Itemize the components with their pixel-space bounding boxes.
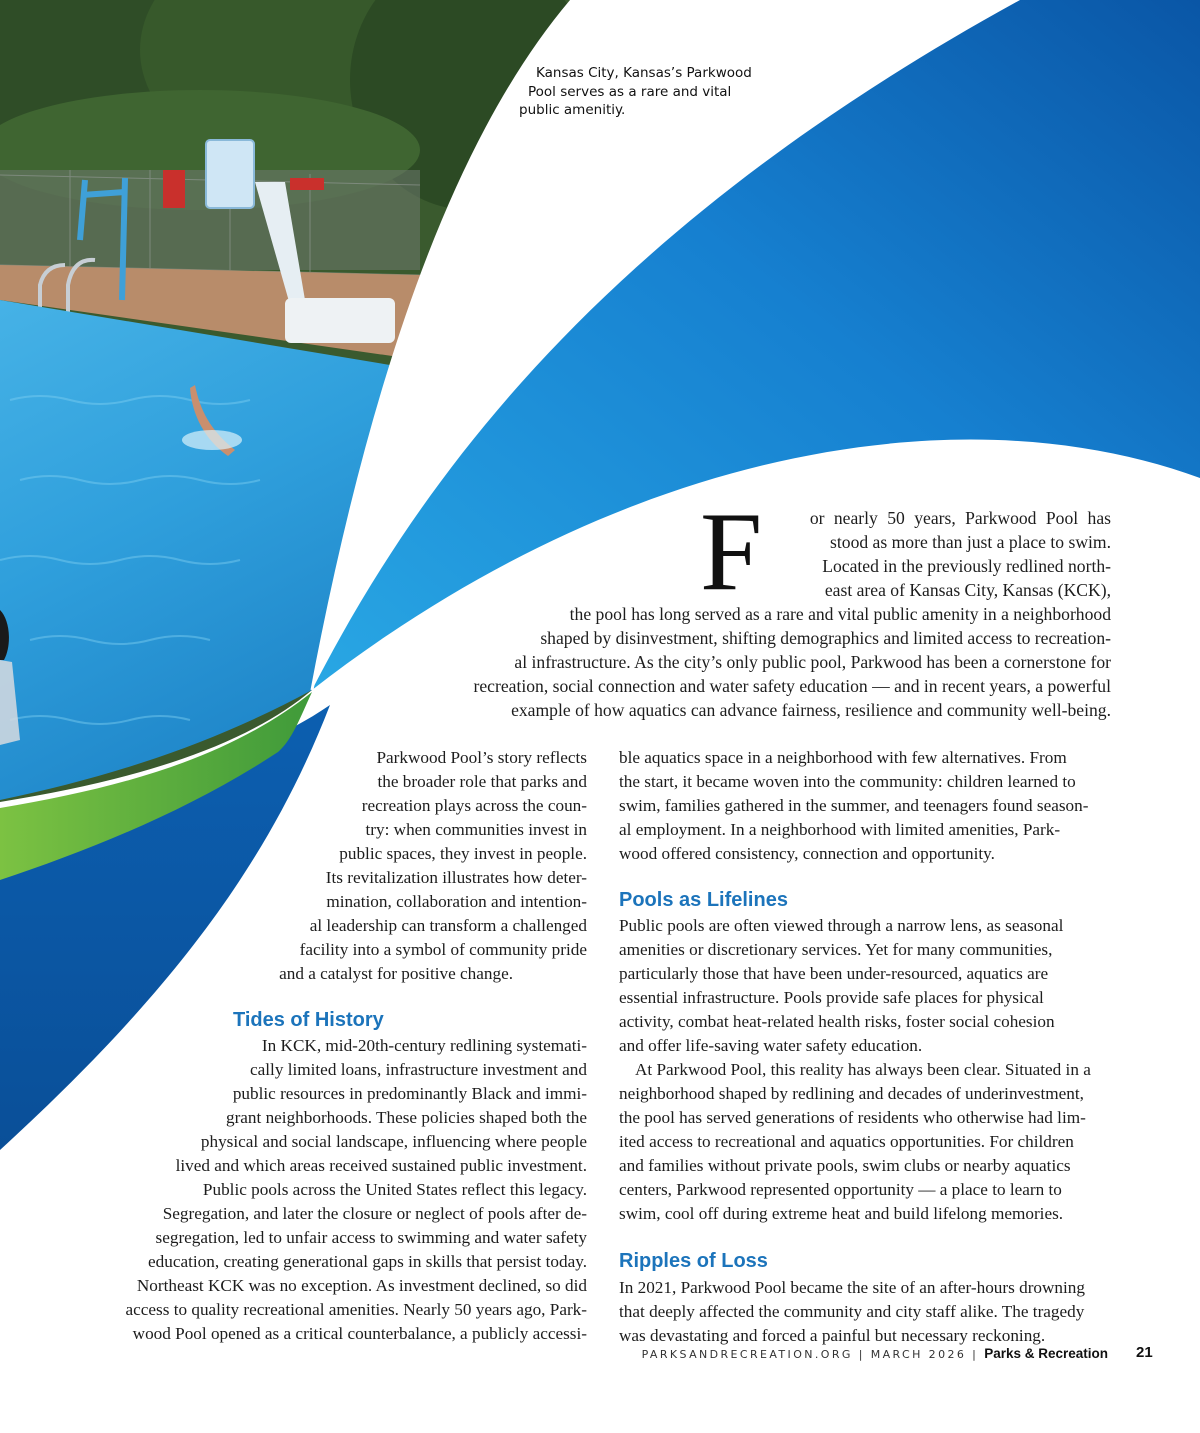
body-line: In 2021, Parkwood Pool became the site of an after-hours drowning (619, 1278, 1085, 1297)
section-heading-tides: Tides of History (233, 1009, 384, 1031)
body-line: activity, combat heat-related health risks, foster social cohesion (619, 1012, 1055, 1031)
body-line: that deeply affected the community and city staff alike. The tragedy (619, 1302, 1085, 1321)
body-line: al employment. In a neighborhood with limited amenities, Park- (619, 820, 1061, 839)
footer-separator: | (852, 1348, 871, 1361)
lead-line: stood as more than just a place to swim. (830, 532, 1111, 552)
body-line: wood offered consistency, connection and opportunity. (619, 844, 995, 863)
body-line: public spaces, they invest in people. (339, 844, 587, 863)
body-line: the pool has served generations of residents who otherwise had lim- (619, 1108, 1086, 1127)
body-line: was devastating and forced a painful but necessary reckoning. (619, 1326, 1046, 1345)
body-line: segregation, led to unfair access to swimming and water safety (155, 1228, 587, 1247)
body-line: In KCK, mid-20th-century redlining systemati- (261, 1036, 587, 1055)
body-line: swim, cool off during extreme heat and build lifelong memories. (619, 1204, 1064, 1223)
body-line: Northeast KCK was no exception. As investment declined, so did (136, 1276, 587, 1295)
section-heading-lifelines: Pools as Lifelines (619, 889, 788, 911)
page-footer (600, 1346, 1108, 1361)
body-line: Its revitalization illustrates how deter- (325, 868, 587, 887)
lead-paragraph (0, 506, 1111, 722)
caption-line: Pool serves as a rare and vital (528, 83, 732, 100)
caption-line: Kansas City, Kansas’s Parkwood (536, 65, 752, 81)
page-number: 21 (1136, 1344, 1153, 1361)
footer-site-link[interactable]: PARKSANDRECREATION.ORG (641, 1348, 853, 1361)
body-line: physical and social landscape, influencing where people (200, 1132, 587, 1151)
body-line: wood Pool opened as a critical counterbalance, a publicly accessi- (132, 1324, 587, 1343)
photo-caption (508, 64, 758, 120)
body-line: education, creating generational gaps in skills that persist today. (148, 1252, 587, 1271)
body-line: ited access to recreational and aquatics opportunities. For children (619, 1132, 1074, 1151)
lead-line: al infrastructure. As the city’s only public pool, Parkwood has been a cornerstone for (514, 652, 1111, 672)
drop-cap: F (700, 490, 763, 614)
body-line: essential infrastructure. Pools provide safe places for physical (619, 988, 1044, 1007)
body-line: amenities or discretionary services. Yet for many communities, (619, 940, 1053, 959)
lead-line: example of how aquatics can advance fairness, resilience and community well-being. (511, 700, 1111, 720)
right-column-body1 (619, 914, 1114, 1226)
body-line: and offer life-saving water safety education. (619, 1036, 923, 1055)
lead-line: or nearly 50 years, Parkwood Pool has (809, 508, 1111, 528)
body-line: recreation plays across the coun- (361, 796, 587, 815)
lead-line: east area of Kansas City, Kansas (KCK), (824, 580, 1111, 600)
lead-line: shaped by disinvestment, shifting demographics and limited access to recreation- (540, 628, 1111, 648)
body-line: At Parkwood Pool, this reality has always been clear. Situated in a (635, 1060, 1091, 1079)
body-line: cally limited loans, infrastructure investment and (250, 1060, 587, 1079)
body-line: Public pools across the United States reflect this legacy. (202, 1180, 587, 1199)
body-line: public resources in predominantly Black and immi- (232, 1084, 587, 1103)
body-line: grant neighborhoods. These policies shaped both the (225, 1108, 587, 1127)
body-line: lived and which areas received sustained public investment. (175, 1156, 587, 1175)
body-line: centers, Parkwood represented opportunity — a place to learn to (619, 1180, 1062, 1199)
body-line: al leadership can transform a challenged (309, 916, 587, 935)
body-line: the broader role that parks and (377, 772, 587, 791)
body-line: the start, it became woven into the community: children learned to (619, 772, 1076, 791)
left-column-intro (0, 746, 587, 986)
body-line: ble aquatics space in a neighborhood with few alternatives. From (619, 748, 1067, 767)
lead-line: Located in the previously redlined north- (822, 556, 1111, 576)
body-line: Public pools are often viewed through a narrow lens, as seasonal (619, 916, 1064, 935)
body-line: Parkwood Pool’s story reflects (376, 748, 587, 767)
body-line: and a catalyst for positive change. (279, 964, 513, 983)
body-line: Segregation, and later the closure or neglect of pools after de- (162, 1204, 587, 1223)
left-column-body (0, 1034, 587, 1346)
lead-line: the pool has long served as a rare and vital public amenity in a neighborhood (569, 604, 1111, 624)
body-line: and families without private pools, swim clubs or nearby aquatics (619, 1156, 1071, 1175)
body-line: swim, families gathered in the summer, and teenagers found season- (619, 796, 1089, 815)
footer-issue: MARCH 2026 (870, 1348, 967, 1361)
body-line: try: when communities invest in (365, 820, 587, 839)
caption-line: public amenitiy. (519, 102, 626, 118)
body-line: mination, collaboration and intention- (326, 892, 587, 911)
section-heading-ripples: Ripples of Loss (619, 1250, 768, 1272)
lead-line: recreation, social connection and water safety education — and in recent years, a powerful (473, 676, 1111, 696)
body-line: particularly those that have been under-resourced, aquatics are (619, 964, 1049, 983)
right-column-intro (619, 746, 1114, 866)
body-line: facility into a symbol of community pride (299, 940, 587, 959)
footer-separator: | (966, 1348, 985, 1361)
footer-magazine-title: Parks & Recreation (984, 1346, 1108, 1361)
right-column-body2 (619, 1276, 1114, 1348)
body-line: access to quality recreational amenities. Nearly 50 years ago, Park- (125, 1300, 587, 1319)
body-line: neighborhood shaped by redlining and decades of underinvestment, (619, 1084, 1084, 1103)
